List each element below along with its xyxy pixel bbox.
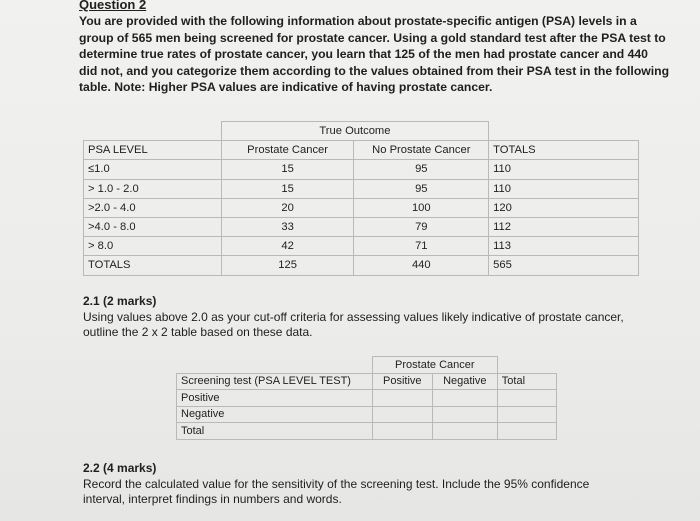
intro-line: determine true rates of prostate cancer, you learn that 125 of the men had prostate cancer and 440 (79, 47, 648, 62)
empty-cell (497, 357, 556, 374)
empty-cell (497, 406, 556, 423)
intro-line: You are provided with the following information about prostate-specific antigen (PSA) levels in a (79, 14, 637, 28)
table-row (84, 237, 639, 256)
header-no-prostate-cancer: No Prostate Cancer (354, 141, 489, 160)
table-group-header-row (177, 357, 557, 374)
psa-level-cell: > 1.0 - 2.0 (84, 179, 222, 198)
cancer-cell: 33 (221, 217, 354, 236)
no-cancer-cell: 71 (354, 237, 489, 256)
section-line: Record the calculated value for the sensitivity of the screening test. Include the 95% confidence (83, 476, 590, 491)
intro-line: did not, and you categorize them according to the values obtained from their PSA test in the following (79, 63, 670, 78)
table-row (84, 160, 639, 179)
no-cancer-cell: 79 (354, 217, 489, 236)
header-prostate-cancer: Prostate Cancer (221, 141, 354, 160)
cancer-cell: 15 (221, 179, 354, 198)
psa-level-cell: ≤1.0 (84, 160, 222, 179)
empty-cell (489, 122, 639, 141)
header-totals: TOTALS (489, 141, 639, 160)
table-row (84, 198, 639, 217)
psa-level-cell: >2.0 - 4.0 (84, 198, 222, 217)
psa-level-cell: > 8.0 (84, 237, 222, 256)
true-outcome-header: True Outcome (221, 122, 488, 141)
cancer-cell: 15 (221, 160, 354, 179)
section-heading: 2.2 (4 marks) (83, 461, 157, 475)
section-2-2 (83, 461, 663, 508)
section-heading: 2.1 (2 marks) (83, 294, 157, 308)
intro-line: table. Note: Higher PSA values are indicative of having prostate cancer. (79, 80, 493, 95)
question-title: Question 2 (79, 0, 147, 12)
total-cell: 112 (489, 217, 639, 236)
empty-cell (177, 357, 373, 374)
total-cell: 110 (489, 179, 639, 198)
cancer-cell: 125 (221, 256, 354, 275)
table-header-row (177, 373, 557, 390)
row-label-total: Total (177, 423, 373, 440)
row-label-negative: Negative (177, 406, 373, 423)
header-psa-level: PSA LEVEL (84, 141, 222, 160)
total-cell: 120 (489, 198, 639, 217)
no-cancer-cell: 95 (354, 179, 489, 198)
section-2-1 (83, 294, 663, 341)
total-cell: 110 (489, 160, 639, 179)
psa-level-cell: TOTALS (84, 256, 222, 275)
two-by-two-table (176, 356, 557, 440)
no-cancer-cell: 440 (354, 256, 489, 275)
empty-cell (497, 390, 556, 407)
total-cell: 565 (489, 256, 639, 275)
prostate-cancer-header: Prostate Cancer (372, 357, 497, 374)
psa-level-cell: >4.0 - 8.0 (84, 217, 222, 236)
table-row (84, 217, 639, 236)
section-line: Using values above 2.0 as your cut-off criteria for assessing values likely indicative of prostate cancer, (83, 309, 624, 324)
table-group-header-row (84, 122, 639, 141)
empty-cell (372, 390, 432, 407)
cancer-cell: 42 (221, 237, 354, 256)
table-row (177, 406, 557, 423)
empty-cell (432, 390, 497, 407)
header-total: Total (497, 373, 556, 390)
psa-outcome-table (83, 121, 639, 276)
table-header-row (84, 141, 639, 160)
section-line: interval, interpret findings in numbers and words. (83, 492, 342, 506)
table-row (84, 179, 639, 198)
empty-cell (432, 406, 497, 423)
row-label-positive: Positive (177, 390, 373, 407)
section-line: outline the 2 x 2 table based on these data. (83, 325, 313, 339)
table-row (177, 423, 557, 440)
cancer-cell: 20 (221, 198, 354, 217)
screening-test-header: Screening test (PSA LEVEL TEST) (177, 373, 373, 390)
header-positive: Positive (372, 373, 432, 390)
empty-cell (432, 423, 497, 440)
empty-cell (84, 122, 222, 141)
table-row (177, 390, 557, 407)
intro-line: group of 565 men being screened for prostate cancer. Using a gold standard test after the PSA test to (79, 30, 666, 45)
no-cancer-cell: 100 (354, 198, 489, 217)
empty-cell (372, 423, 432, 440)
total-cell: 113 (489, 237, 639, 256)
header-negative: Negative (432, 373, 497, 390)
empty-cell (372, 406, 432, 423)
intro-paragraph (79, 13, 679, 96)
no-cancer-cell: 95 (354, 160, 489, 179)
empty-cell (497, 423, 556, 440)
table-totals-row (84, 256, 639, 275)
